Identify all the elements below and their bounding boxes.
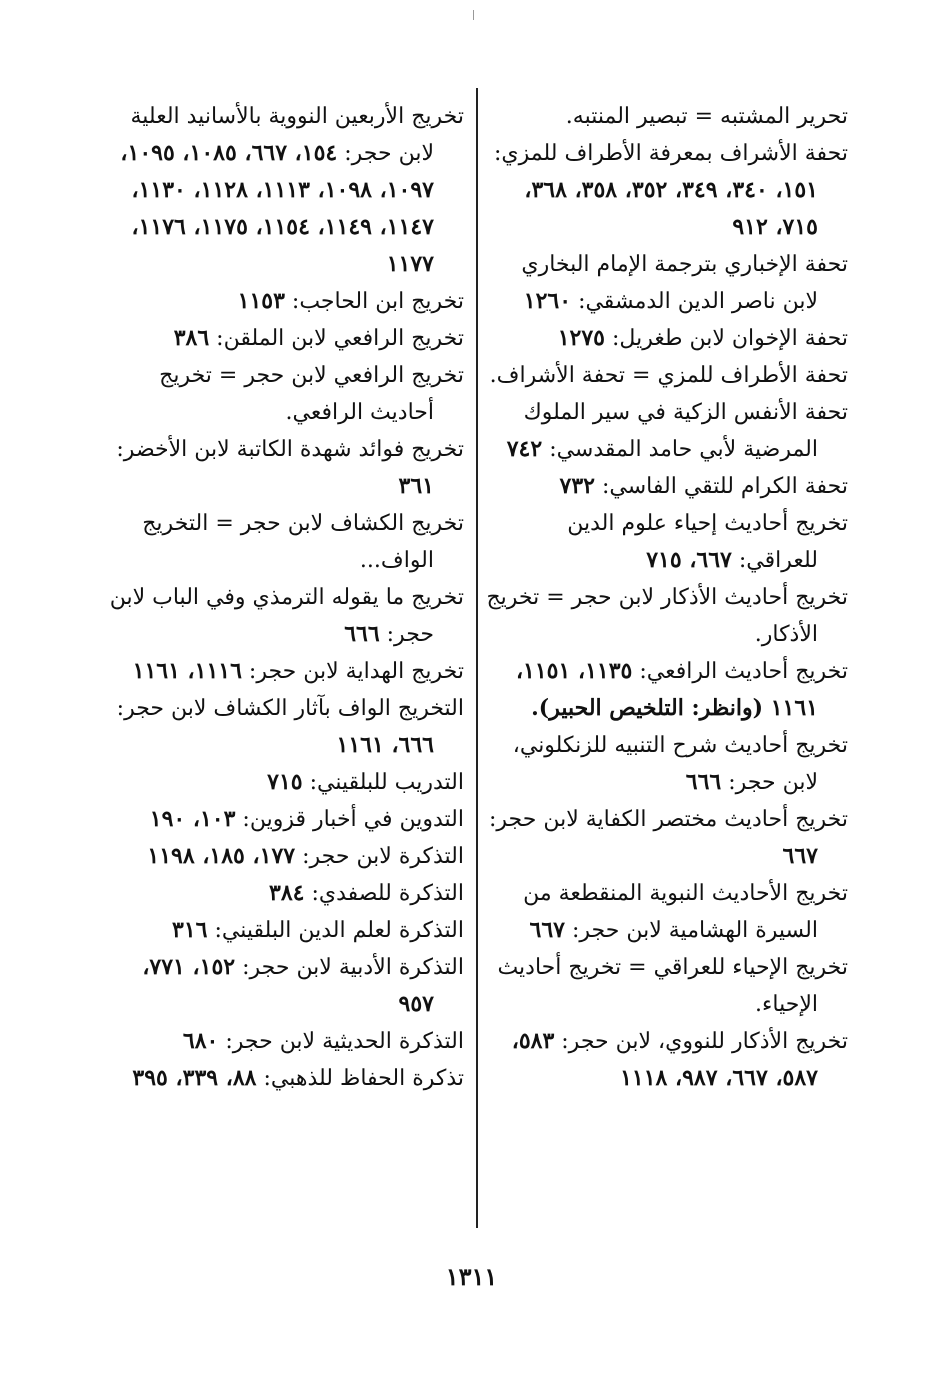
page-number: ١٣١١ — [445, 1262, 498, 1291]
entry-page-refs: ٣٨٦ — [173, 325, 210, 351]
entry-title: تحفة الكرام للتقي الفاسي: — [602, 474, 848, 499]
index-entry — [102, 912, 464, 949]
entry-title: تخريج الكشاف لابن حجر = التخريج الواف... — [142, 511, 464, 573]
index-entry — [102, 690, 464, 764]
entry-page-refs: ١٥١، ٣٤٠، ٣٤٩، ٣٥٢، ٣٥٨، ٣٦٨، ٧١٥، ٩١٢ — [524, 177, 818, 240]
index-entry — [486, 1023, 848, 1097]
index-entry — [486, 579, 848, 653]
left-index-column — [102, 98, 464, 1097]
index-entry — [486, 468, 848, 505]
index-entry — [486, 357, 848, 394]
index-entry — [486, 98, 848, 135]
index-entry — [486, 135, 848, 246]
entry-title: تخريج الهداية لابن حجر: — [248, 659, 464, 684]
entry-page-refs: ١٥٤، ٦٦٧، ١٠٨٥، ١٠٩٥، ١٠٩٧، ١٠٩٨، ١١١٣، ١١٢٨، ١١٣٠، ١١٤٧، ١١٤٩، ١١٥٤، ١١٧٥، ١١٧٦، ١١٧٧ — [120, 140, 434, 277]
index-entry — [102, 1023, 464, 1060]
index-entry — [102, 579, 464, 653]
entry-title: تخريج الأحاديث النبوية المنقطعة من السيرة الهشامية لابن حجر: — [523, 881, 848, 943]
entry-page-refs: ١٢٦٠ — [523, 288, 572, 314]
entry-title: تخريج الرافعي لابن حجر = تخريج أحاديث الرافعي. — [159, 363, 464, 425]
entry-page-refs: ١١٣٥، ١١٥١، ١١٦١ (وانظر: التلخيص الحبير). — [515, 658, 818, 721]
entry-page-refs: ٧١٥ — [267, 769, 303, 795]
entry-title: تخريج الإحياء للعراقي = تخريج أحاديث الإحياء. — [497, 955, 848, 1017]
index-entry — [102, 98, 464, 283]
entry-title: تخريج الأذكار للنووي، لابن حجر: — [561, 1029, 848, 1054]
index-entry — [486, 949, 848, 1023]
entry-title: تحفة الإخباري بترجمة الإمام البخاري لابن ناصر الدين الدمشقي: — [521, 252, 848, 314]
entry-page-refs: ٧٤٢ — [506, 436, 543, 462]
entry-page-refs: ١٥٢، ٧٧١، ٩٥٧ — [142, 954, 434, 1017]
entry-page-refs: ٦٨٠ — [182, 1028, 219, 1054]
entry-title: تخريج ابن الحاجب: — [291, 289, 464, 314]
entry-title: تخريج أحاديث الأذكار لابن حجر = تخريج الأذكار. — [486, 585, 848, 647]
entry-title: التدوين في أخبار قزوين: — [242, 807, 464, 832]
entry-page-refs: ١١١٦، ١١٦١ — [132, 658, 242, 684]
entry-page-refs: ١٧٧، ١٨٥، ١١٩٨ — [147, 843, 296, 869]
entry-page-refs: ٧٣٢ — [559, 473, 595, 499]
entry-title: تخريج الأربعين النووية بالأسانيد العلية لابن حجر: — [130, 104, 464, 166]
entry-title: التذكرة للصفدي: — [311, 881, 464, 906]
entry-page-refs: ٣٨٤ — [269, 880, 305, 906]
index-entry — [102, 431, 464, 505]
entry-page-refs: ٦٦٦ — [685, 769, 722, 795]
index-entry — [486, 394, 848, 468]
entry-title: تخريج أحاديث الرافعي: — [639, 659, 848, 684]
index-entry — [102, 875, 464, 912]
entry-title: التذكرة الحديثية لابن حجر: — [225, 1029, 464, 1054]
entry-title: تخريج فوائد شهدة الكاتبة لابن الأخضر: — [116, 437, 464, 462]
entry-title: تخريج ما يقوله الترمذي وفي الباب لابن حجر: — [109, 585, 464, 647]
entry-page-refs: ٣١٦ — [172, 917, 208, 943]
index-entry — [486, 653, 848, 727]
index-entry — [486, 875, 848, 949]
index-entry — [102, 1060, 464, 1097]
entry-title: التذكرة لعلم الدين البلقيني: — [214, 918, 464, 943]
entry-page-refs: ٣٦١ — [398, 473, 434, 499]
index-entry — [102, 357, 464, 431]
entry-title: التذكرة لابن حجر: — [302, 844, 464, 869]
index-entry — [486, 727, 848, 801]
entry-title: تذكرة الحفاظ للذهبي: — [263, 1066, 464, 1091]
entry-title: التدريب للبلقيني: — [309, 770, 464, 795]
entry-page-refs: ١٢٧٥ — [557, 325, 605, 351]
entry-page-refs: ١٠٣، ١٩٠ — [149, 806, 236, 832]
entry-title: تحفة الإخوان لابن طغريل: — [612, 326, 848, 351]
column-divider — [476, 88, 478, 1228]
entry-page-refs: ٨٨، ٣٣٩، ٣٩٥ — [132, 1065, 257, 1091]
entry-title: التخريج الواف بآثار الكشاف لابن حجر: — [116, 696, 464, 721]
entry-title: تحفة الأشراف بمعرفة الأطراف للمزي: — [494, 141, 848, 166]
entry-title: تخريج أحاديث شرح التنبيه للزنكلوني، لابن حجر: — [512, 733, 848, 795]
index-entry — [102, 838, 464, 875]
entry-title: التذكرة الأدبية لابن حجر: — [242, 955, 464, 980]
right-index-column — [486, 98, 848, 1097]
index-entry — [486, 320, 848, 357]
entry-title: تحرير المشتبه = تبصير المنتبه. — [565, 104, 848, 129]
entry-page-refs: ٥٨٣، ٥٨٧، ٦٦٧، ٩٨٧، ١١١٨ — [511, 1028, 818, 1091]
entry-title: تخريج أحاديث إحياء علوم الدين للعراقي: — [567, 511, 848, 573]
index-entry — [102, 283, 464, 320]
index-entry — [102, 505, 464, 579]
top-mark — [473, 10, 474, 20]
index-entry — [486, 246, 848, 320]
entry-page-refs: ٦٦٦، ١١٦١ — [336, 732, 434, 758]
entry-title: تخريج أحاديث مختصر الكفاية لابن حجر: — [488, 807, 848, 832]
entry-title: تخريج الرافعي لابن الملقن: — [216, 326, 464, 351]
index-entry — [102, 801, 464, 838]
index-entry — [102, 949, 464, 1023]
index-entry — [486, 801, 848, 875]
entry-page-refs: ١١٥٣ — [237, 288, 285, 314]
entry-page-refs: ٦٦٦ — [344, 621, 380, 647]
index-entry — [102, 653, 464, 690]
index-entry — [102, 320, 464, 357]
index-entry — [486, 505, 848, 579]
entry-page-refs: ٦٦٧، ٧١٥ — [646, 547, 732, 573]
index-entry — [102, 764, 464, 801]
entry-title: تحفة الأنفس الزكية في سير الملوك المرضية لأبي حامد المقدسي: — [523, 400, 848, 462]
entry-page-refs: ٦٦٧ — [529, 917, 565, 943]
entry-page-refs: ٦٦٧ — [782, 843, 818, 869]
entry-title: تحفة الأطراف للمزي = تحفة الأشراف. — [489, 363, 848, 388]
